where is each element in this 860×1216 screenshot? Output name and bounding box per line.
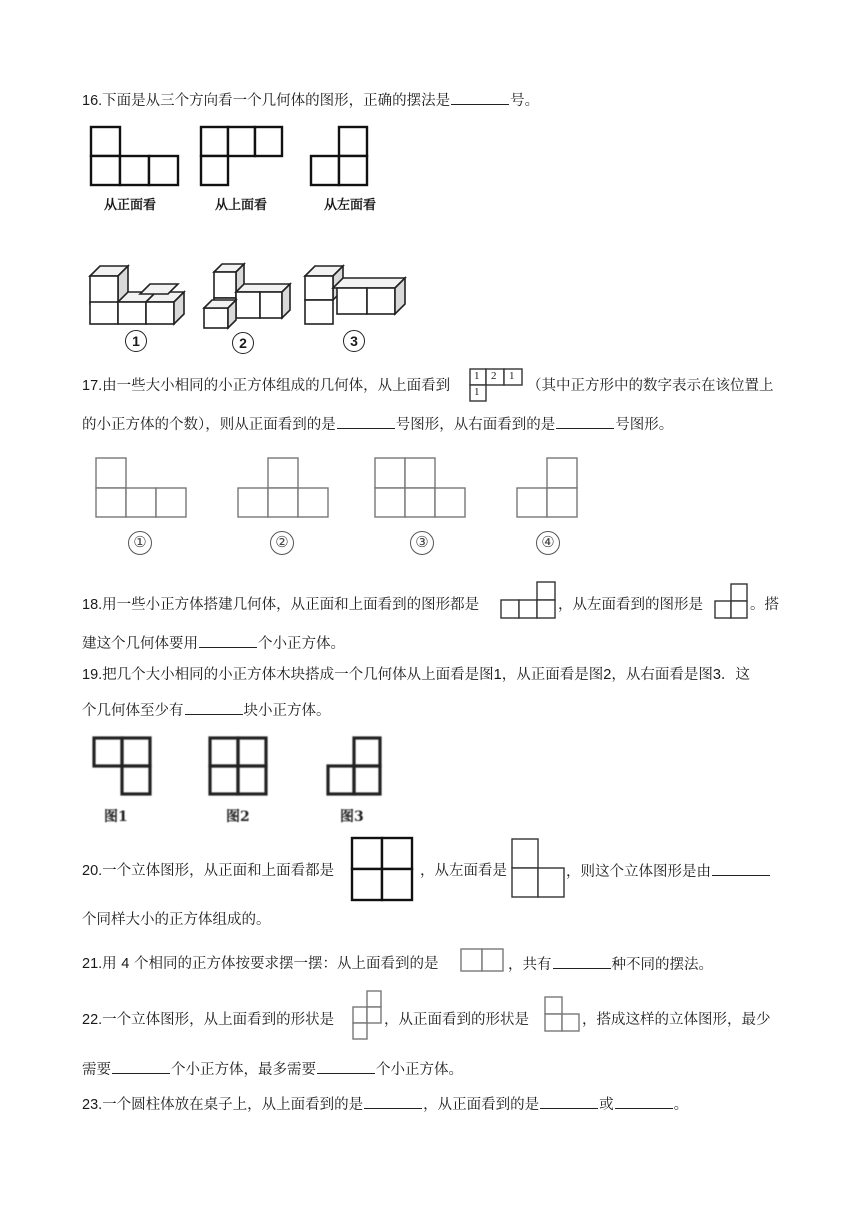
q21-top-figure: [460, 948, 508, 974]
q22-text-c: ，搭成这样的立体图形，最少: [582, 1012, 771, 1028]
q19-figure-1: [92, 736, 156, 800]
q23-text-a: 一个圆柱体放在桌子上，从上面看到的是: [102, 1097, 364, 1113]
q20-line-1: [82, 861, 334, 881]
q22-text-a: 一个立体图形，从上面看到的形状是: [102, 1012, 335, 1028]
q18-front-top-figure: [500, 581, 560, 621]
option-2-label: 2: [232, 332, 254, 354]
q17-line2-b: 号图形，从右面看到的是: [395, 417, 556, 433]
q17-text-a: 由一些大小相同的小正方体组成的几何体，从上面看到: [102, 378, 451, 394]
q23-text-d: 。: [673, 1097, 689, 1113]
answer-blank[interactable]: [712, 861, 770, 876]
q20-text-b: ，从左面看是: [420, 863, 507, 879]
q22-line-1: [82, 1010, 334, 1030]
answer-blank[interactable]: [185, 700, 243, 715]
q22-line2-a: 需要: [82, 1062, 111, 1078]
q16-view-top: [200, 126, 290, 188]
q17-line2-a: 的小正方体的个数），则从正面看到的是: [82, 417, 336, 433]
q22-top-figure: [352, 990, 388, 1044]
caption-figure-2: 图2: [226, 809, 250, 825]
q16-option-3-solid: [305, 264, 410, 326]
q18-text-c: 。搭: [750, 597, 779, 613]
grid-cell-value: 1: [509, 370, 515, 382]
q17-option-1-label: ①: [128, 531, 152, 555]
q16-option-1-solid: [90, 264, 190, 326]
q17-option-4-label: ④: [536, 531, 560, 555]
q17-option-3-figure: [374, 457, 469, 519]
question-number: 16.: [82, 93, 103, 109]
answer-blank[interactable]: [556, 414, 614, 429]
q17-option-4-figure: [516, 457, 582, 519]
q17-text-b: （其中正方形中的数字表示在该位置上: [527, 378, 774, 394]
q16-text-a: 下面是从三个方向看一个几何体的图形，正确的摆法是: [102, 93, 451, 109]
q21-text-d: 种不同的摆法。: [611, 957, 713, 973]
answer-blank[interactable]: [553, 954, 611, 969]
q19-line2-a: 个几何体至少有: [82, 703, 184, 719]
grid-cell-value: 1: [474, 370, 480, 382]
q19-text-c: ，从右面看是图: [611, 667, 713, 683]
q22-line2-c: 个小正方体。: [376, 1062, 463, 1078]
question-number: 22.: [82, 1012, 103, 1028]
q17-option-1-figure: [95, 457, 190, 519]
q20-line-2: [82, 910, 271, 930]
q18-line-1: [82, 595, 479, 615]
q20-front-top-figure: [350, 836, 416, 904]
q19-text-b: ，从正面看是图: [501, 667, 604, 683]
question-number: 17.: [82, 378, 103, 394]
cube-count: 4: [121, 956, 130, 972]
q21-text-c: ，共有: [508, 957, 552, 973]
question-number: 21.: [82, 956, 103, 972]
caption-front-view: 从正面看: [104, 198, 157, 213]
answer-blank[interactable]: [112, 1059, 170, 1074]
q18-line-1b: [558, 595, 703, 615]
q19-text-a: 把几个大小相同的小正方体木块搭成一个几何体从上面看是图: [102, 667, 494, 683]
q18-line2-b: 个小正方体。: [258, 636, 345, 652]
q20-text-a: 一个立体图形，从正面和上面看都是: [102, 863, 335, 879]
q21-text-a: 用: [102, 956, 117, 972]
q17-line-2: [82, 414, 673, 435]
answer-blank[interactable]: [615, 1094, 673, 1109]
figure-number: 1: [493, 667, 502, 683]
q18-line-1c: [750, 595, 779, 615]
q19-line-2: [82, 700, 331, 721]
q20-line-1b: [420, 861, 507, 881]
answer-blank[interactable]: [540, 1094, 598, 1109]
q19-figure-2: [208, 736, 272, 800]
q19-figure-3: [326, 736, 390, 800]
q19-line-1: [82, 665, 750, 685]
q17-option-2-figure: [237, 457, 332, 519]
caption-figure-1: 图1: [104, 809, 128, 825]
q16-view-front: [90, 126, 180, 188]
q17-line-1b: [527, 376, 774, 396]
answer-blank[interactable]: [364, 1094, 422, 1109]
q22-text-b: ，从正面看到的形状是: [384, 1012, 529, 1028]
caption-figure-3: 图3: [340, 809, 364, 825]
figure-number: 2: [603, 667, 612, 683]
q20-left-figure: [511, 838, 569, 900]
question-number: 20.: [82, 863, 103, 879]
q21-text-b: 个相同的正方体按要求摆一摆：从上面看到的是: [133, 956, 439, 972]
q17-option-2-label: ②: [270, 531, 294, 555]
question-number: 23.: [82, 1097, 103, 1113]
q18-text-b: ，从左面看到的图形是: [558, 597, 703, 613]
q19-line2-b: 块小正方体。: [243, 703, 331, 719]
q21-line: [82, 954, 438, 974]
answer-blank[interactable]: [317, 1059, 375, 1074]
option-3-label: 3: [343, 330, 365, 352]
q18-line-2: [82, 633, 345, 654]
q16-option-2-solid: [200, 262, 300, 328]
q23-text-b: ，从正面看到的是: [423, 1097, 540, 1113]
q18-text-a: 用一些小正方体搭建几何体，从正面和上面看到的图形都是: [102, 597, 480, 613]
q17-line2-c: 号图形。: [615, 417, 674, 433]
caption-top-view: 从上面看: [215, 198, 268, 213]
answer-blank[interactable]: [199, 633, 257, 648]
q22-line-2: [82, 1059, 463, 1080]
question-number: 19.: [82, 667, 103, 683]
caption-left-view: 从左面看: [324, 198, 377, 213]
question-number: 18.: [82, 597, 103, 613]
answer-blank[interactable]: [451, 90, 509, 105]
q22-line-1b: [384, 1010, 529, 1030]
q22-front-figure: [544, 996, 584, 1036]
q17-line-1: [82, 376, 450, 396]
q17-option-3-label: ③: [410, 531, 434, 555]
option-1-label: 1: [125, 330, 147, 352]
q19-text-d: ．这: [720, 667, 750, 683]
q20-line-1c: [566, 861, 771, 882]
grid-cell-value: 1: [474, 386, 480, 398]
q22-line2-b: 个小正方体，最多需要: [171, 1062, 316, 1078]
q22-line-1c: [582, 1010, 771, 1030]
answer-blank[interactable]: [337, 414, 395, 429]
q23-text-c: 或: [599, 1097, 614, 1113]
q23-line: [82, 1094, 688, 1115]
q20-text-c: ，则这个立体图形是由: [566, 864, 711, 880]
figure-number: 3: [712, 667, 721, 683]
grid-cell-value: 2: [491, 370, 497, 382]
q18-left-figure: [714, 583, 754, 621]
q18-line2-a: 建这个几何体要用: [82, 636, 198, 652]
q16-text-b: 号。: [510, 93, 540, 109]
q16-view-left: [310, 126, 380, 188]
q21-line-b: [508, 954, 713, 975]
q20-line2: 个同样大小的正方体组成的。: [82, 912, 271, 928]
q16-line: [82, 90, 539, 111]
